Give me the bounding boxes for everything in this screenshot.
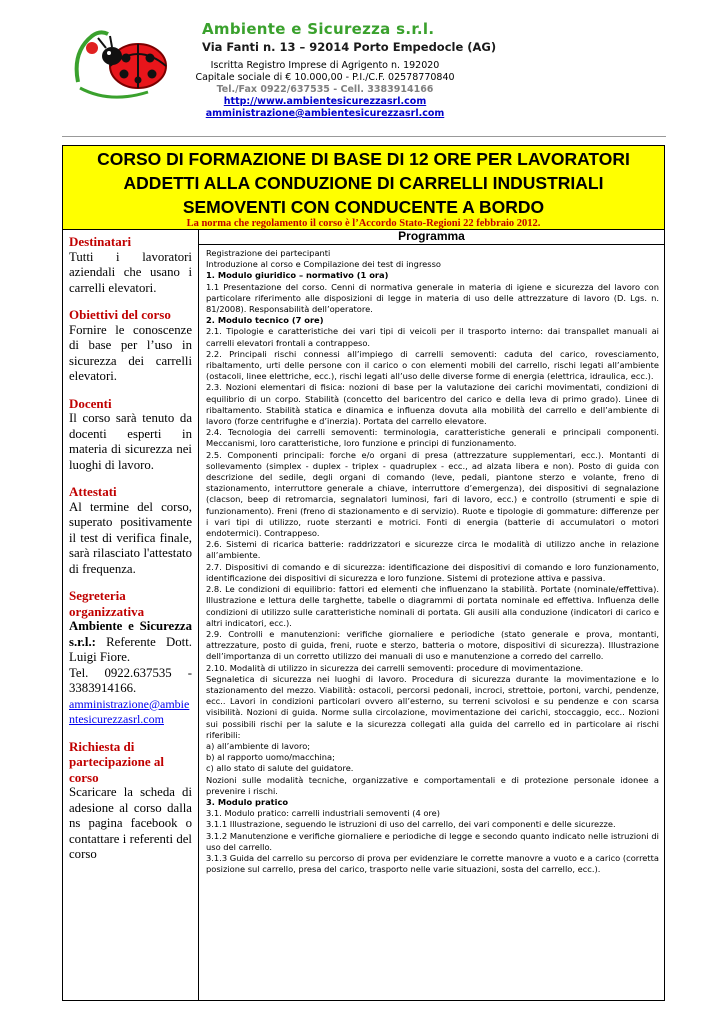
company-name: Ambiente e Sicurezza s.r.l.: [202, 20, 435, 38]
course-title-line1: CORSO DI FORMAZIONE DI BASE DI 12 ORE PER LAVORATORI: [97, 149, 630, 169]
company-phone: Tel./Fax 0922/637535 - Cell. 3383914166: [216, 84, 434, 95]
program-item: 2.7. Dispositivi di comando e di sicurezza: identificazione dei dispositivi di comando e loro funzionamento, identificazione dei dispositivi di sicurezza e loro funzione. Sistemi di protezione attiva e passiva.: [206, 561, 659, 583]
program-item: Introduzione al corso e Compilazione dei test di ingresso: [206, 259, 442, 270]
program-item: 2.1. Tipologie e caratteristiche dei vari tipi di veicoli per il trasporto interno: dai transpallet manuali ai carrelli elevatori frontali a contrappeso.: [206, 326, 659, 348]
program-item: Nozioni sulle modalità tecniche, organizzative e comportamentali e di protezione personale idonee a prevenire i rischi.: [206, 774, 659, 796]
program-item: 3.1. Modulo pratico: carrelli industriali semoventi (4 ore): [206, 808, 441, 819]
segreteria-phone: Tel. 0922.637535 - 3383914166.: [69, 665, 192, 695]
program-item: b) al rapporto uomo/macchina;: [206, 752, 335, 763]
program-item: 2.5. Componenti principali: forche e/o organi di presa (attrezzature supplementari, ecc.). Montanti di sollevamento (simplex - duplex - triplex - quadruplex - ecc., ad alzata libera e non). Posto di guida con descrizione del sedile, degli organi di comando (leve, pedali, piantone sterzo e volante, freno di stazionamento, interruttore generale a chiave, interruttore d’emergenza), dei dispositivi di segnalazione (clacson, beep di retromarcia, segnalatori luminosi, fari di lavoro, ecc.) e controllo (strumenti e spie di funzionamento). Freni (freno di stazionamento e di servizio). Ruote e tipologie di gommature: differenze per i vari tipi di utilizzo, ruote sterzanti e motrici. Fonti di energia (batterie di accumulatori o motori endotermici). Contrappeso.: [206, 449, 659, 539]
program-item: Segnaletica di sicurezza nei luoghi di lavoro. Procedura di sicurezza durante la movimentazione e lo stazionamento del mezzo. Viabilità: ostacoli, percorsi pedonali, incroci, strettoie, portoni, varchi, pendenze, ecc.. Lavori in condizioni particolari ovvero all’esterno, su terreni scivolosi e su pendenze e con scarsa visibilità. Nozioni di guida. Norme sulla circolazione, movimentazione dei carichi, stoccaggio, ecc.. Nozioni sui possibili rischi per la salute e la sicurezza collegati alla guida del carrello ed in particolare ai rischi riferibili:: [206, 673, 659, 740]
program-item: 2.4. Tecnologia dei carrelli semoventi: terminologia, caratteristiche generali e principali componenti. Meccanismi, loro caratteristiche, loro funzione e principi di funzionamento.: [206, 427, 659, 449]
program-item: 3. Modulo pratico: [206, 796, 289, 807]
course-info-column: [63, 229, 199, 1000]
program-item: 3.1.1 Illustrazione, seguendo le istruzioni di uso del carrello, dei vari componenti e delle sicurezze.: [206, 819, 616, 830]
obiettivi-heading: Obiettivi del corso: [69, 307, 171, 322]
course-title-line3: SEMOVENTI CON CONDUCENTE A BORDO: [182, 197, 545, 217]
docenti-text: Il corso sarà tenuto da docenti esperti in materia di sicurezza nei luoghi di lavoro.: [69, 411, 192, 472]
company-email-link[interactable]: amministrazione@ambientesicurezzasrl.com: [205, 108, 445, 119]
destinatari-heading: Destinatari: [69, 234, 132, 249]
company-website-link[interactable]: http://www.ambientesicurezzasrl.com: [223, 96, 427, 107]
segreteria-referente: Referente Dott. Luigi Fiore.: [69, 634, 192, 664]
program-item: 3.1.3 Guida del carrello su percorso di prova per evidenziare le corrette manovre a vuoto e a carico (corretta posizione sul carrello, presa del carico, trasporto nelle varie situazioni, sosta del carrello, ecc.).: [206, 852, 659, 875]
program-item: 2.10. Modalità di utilizzo in sicurezza dei carrelli semoventi: procedure di movimentazione.: [206, 662, 584, 673]
header-divider: [62, 136, 666, 137]
course-sheet: [62, 145, 665, 1001]
attestati-text: Al termine del corso, superato positivamente il test di verifica finale, sarà rilasciato l'attestato di frequenza.: [69, 499, 192, 576]
program-item: 2.8. Le condizioni di equilibrio: fattori ed elementi che influenzano la stabilità. Portate (nominale/effettiva). Illustrazione e lettura delle targhette, tabelle o diagrammi di portata nominale ed effettiva. Influenza delle condizioni di utilizzo sulle caratteristiche nominali di portata. Gli ausili alla conduzione (indicatori di carico e altri indicatori, ecc.).: [206, 584, 659, 628]
obiettivi-text: Fornire le conoscenze di base per l’uso in sicurezza dei carrelli elevatori.: [69, 322, 192, 383]
program-item: 2.3. Nozioni elementari di fisica: nozioni di base per la valutazione dei carichi movimentati, condizioni di equilibrio di un corpo. Stabilità (concetto del baricentro del carico e della leva di primo grado). Linee di ribaltamento. Stabilità statica e dinamica e influenza dovuta alla mobilità del carrello e dell’ambiente di lavoro (forze centrifughe e d’inerzia). Portata del carrello elevatore.: [206, 382, 659, 427]
program-item: 3.1.2 Manutenzione e verifiche giornaliere e periodiche di legge e secondo quanto indicato nelle istruzioni di uso del carrello.: [206, 830, 659, 852]
richiesta-heading: Richiesta di partecipazione al corso: [69, 738, 164, 785]
ladybug-logo-icon: [70, 22, 180, 106]
program-item: 2. Modulo tecnico (7 ore): [206, 315, 324, 326]
richiesta-text: Scaricare la scheda di adesione al corso dalla ns pagina facebook o contattare i referenti del corso: [69, 785, 192, 861]
company-address: Via Fanti n. 13 – 92014 Porto Empedocle (AG): [202, 40, 497, 54]
program-column: [199, 229, 664, 1000]
program-item: 1.1 Presentazione del corso. Cenni di normativa generale in materia di igiene e sicurezza del lavoro con particolare riferimento alle disposizioni di legge in materia di uso delle attrezzature di lavoro (D. Lgs. n. 81/2008). Responsabilità dell’operatore.: [206, 281, 659, 315]
program-item: 2.6. Sistemi di ricarica batterie: raddrizzatori e sicurezze circa le modalità di utilizzo anche in relazione all’ambiente.: [206, 539, 659, 561]
program-item: 2.9. Controlli e manutenzioni: verifiche giornaliere e periodiche (stato generale e prova, montanti, attrezzature, posto di guida, freni, ruote e sterzo, batteria o motore, dispositivi di sicurezza). Illustrazione dell’importanza di un corretto utilizzo dei manuali di uso e manutenzione a corredo del carrello.: [206, 628, 659, 662]
program-item: 2.2. Principali rischi connessi all’impiego di carrelli semoventi: caduta del carico, rovesciamento, ribaltamento, urti delle persone con il carico o con elementi mobili del carrello, rischi legati all’ambiente (ostacoli, linee elettriche, ecc.), rischi legati all’uso delle diverse forme di energia (elettrica, idraulica, ecc.).: [206, 348, 659, 382]
program-title: Programma: [199, 229, 664, 245]
company-header: [190, 20, 500, 120]
company-registry: Iscritta Registro Imprese di Agrigento n. 192020: [210, 60, 440, 71]
program-item: Registrazione dei partecipanti: [206, 248, 331, 258]
program-item: c) allo stato di salute del guidatore.: [206, 763, 354, 774]
course-title-line2: ADDETTI ALLA CONDUZIONE DI CARRELLI INDUSTRIALI: [123, 173, 604, 193]
course-norm-note: La norma che regolamento il corso è l’Accordo Stato-Regioni 22 febbraio 2012.: [186, 218, 541, 229]
attestati-heading: Attestati: [69, 484, 117, 499]
program-item: 1. Modulo giuridico – normativo (1 ora): [206, 270, 389, 281]
segreteria-email-link[interactable]: amministrazione@ambientesicurezzasrl.com: [69, 696, 190, 726]
program-list: [206, 248, 659, 875]
company-capital: Capitale sociale di € 10.000,00 - P.I./C.F. 02578770840: [195, 72, 455, 83]
docenti-heading: Docenti: [69, 395, 112, 411]
course-title-banner: [63, 146, 664, 230]
segreteria-company: Ambiente e Sicurezza s.r.l.:: [69, 619, 192, 649]
program-item: a) all’ambiente di lavoro;: [206, 740, 311, 751]
segreteria-heading: Segreteria organizzativa: [69, 588, 145, 619]
destinatari-text: Tutti i lavoratori aziendali che usano i carrelli elevatori.: [69, 249, 192, 295]
